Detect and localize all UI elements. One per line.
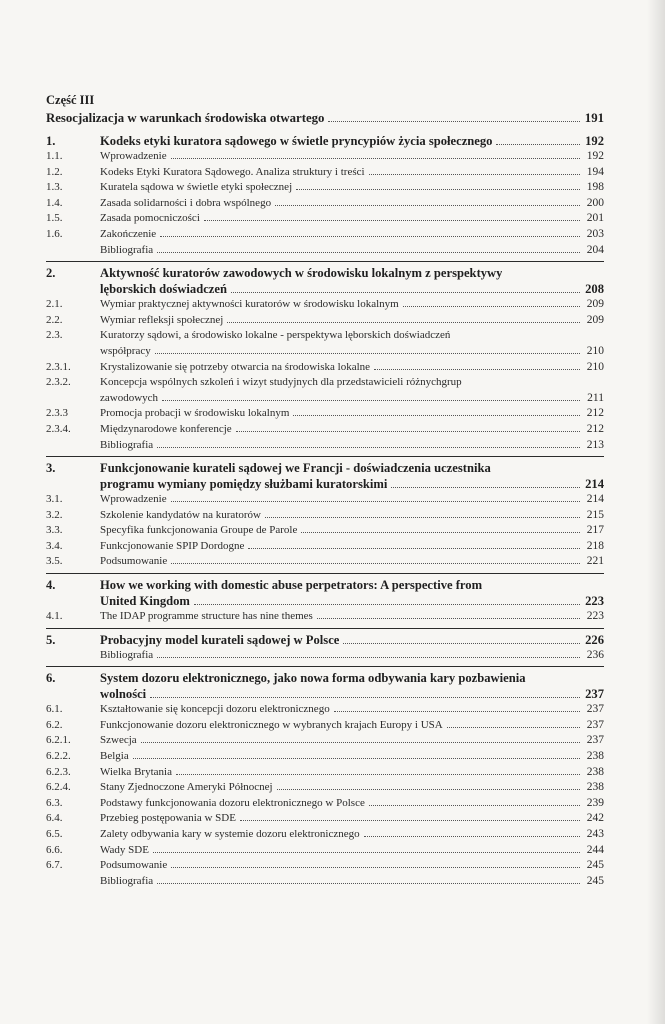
toc-entry (46, 328, 604, 344)
toc-entry (46, 391, 604, 407)
chapter-list (46, 133, 604, 889)
entry-page-number: 209 (586, 313, 604, 326)
entry-title: współpracy (100, 344, 151, 357)
leader-dots (155, 353, 580, 354)
entry-number: 2.3.4. (46, 422, 71, 435)
chapter-title-line (46, 632, 604, 648)
chapter-entry (46, 666, 604, 889)
leader-dots (227, 322, 580, 323)
entry-page-number: 238 (586, 750, 604, 763)
leader-dots (157, 883, 580, 884)
chapter-title-line (46, 670, 604, 686)
entry-number: 6.2.3. (46, 765, 71, 778)
entry-number: 2.3.3 (46, 407, 68, 420)
entry-number: 6.6. (46, 843, 63, 856)
toc-entry (46, 749, 604, 765)
toc-entry (46, 539, 604, 555)
entry-title: Zasada pomocniczości (100, 212, 200, 225)
chapter-title-line (46, 265, 604, 281)
leader-dots (317, 618, 580, 619)
entry-title: Bibliografia (100, 874, 154, 887)
entry-page-number: 201 (586, 212, 604, 225)
entry-title: Bibliografia (100, 438, 154, 451)
entry-number: 1.4. (46, 196, 63, 209)
toc-entry (46, 648, 604, 664)
leader-dots (447, 727, 580, 728)
chapter-title-line (46, 460, 604, 476)
entry-page-number: 245 (586, 874, 604, 887)
entry-number: 6.5. (46, 828, 63, 840)
leader-dots (171, 158, 580, 159)
entry-title: Stany Zjednoczone Ameryki Północnej (100, 781, 273, 794)
leader-dots (334, 711, 580, 712)
toc-entry (46, 796, 604, 812)
entry-title: Podstawy funkcjonowania dozoru elektronicznego w Polsce (100, 796, 365, 809)
entry-title: Kuratela sądowa w świetle etyki społecznej (100, 181, 293, 194)
entry-title: Szwecja (100, 734, 137, 747)
leader-dots (236, 431, 580, 432)
entry-page-number: 204 (586, 243, 604, 256)
section-title (46, 110, 604, 127)
entry-page-number: 215 (586, 508, 604, 521)
toc-entry (46, 297, 604, 313)
entry-title: Wprowadzenie (100, 493, 167, 506)
chapter-title-text: How we working with domestic abuse perpetrators: A perspective from (100, 578, 483, 593)
toc-entry (46, 149, 604, 165)
entry-title: Wymiar refleksji społecznej (100, 313, 224, 326)
leader-dots (296, 189, 580, 190)
toc-entry (46, 874, 604, 890)
chapter-number: 2. (46, 266, 56, 281)
leader-dots (277, 789, 580, 790)
entry-title: Kształtowanie się koncepcji dozoru elektronicznego (100, 703, 330, 716)
entry-number: 1.2. (46, 165, 63, 178)
entry-page-number: 194 (586, 165, 604, 178)
entry-title: Koncepcja wspólnych szkoleń i wizyt studyjnych dla przedstawicieli różnychgrup (100, 376, 462, 389)
leader-dots (240, 820, 580, 821)
leader-dots (194, 604, 580, 605)
entry-title: Belgia (100, 750, 129, 763)
leader-dots (157, 447, 580, 448)
entry-title: Podsumowanie (100, 555, 168, 568)
leader-dots (204, 220, 580, 221)
entry-number: 2.3. (46, 329, 63, 342)
entry-number: 6.7. (46, 859, 63, 872)
chapter-number: 3. (46, 461, 56, 476)
entry-title: Wielka Brytania (100, 765, 172, 778)
entry-number: 1.6. (46, 227, 63, 240)
part-label: Część III (46, 93, 95, 107)
leader-dots (157, 657, 580, 658)
leader-dots (171, 563, 580, 564)
toc-entry (46, 165, 604, 181)
entry-title: Funkcjonowanie dozoru elektronicznego w wybranych krajach Europy i USA (100, 718, 443, 731)
leader-dots (496, 144, 580, 145)
toc-entry (46, 827, 604, 843)
toc-entry (46, 438, 604, 454)
entry-title: Zalety odbywania kary w systemie dozoru elektronicznego (100, 828, 360, 840)
entry-title: Kodeks Etyki Kuratora Sądowego. Analiza struktury i treści (100, 165, 365, 178)
chapter-number: 5. (46, 632, 56, 647)
entry-page-number: 242 (586, 812, 604, 825)
entry-number: 1.3. (46, 181, 63, 194)
chapter-entry (46, 133, 604, 258)
entry-title: zawodowych (100, 391, 159, 404)
leader-dots (374, 369, 580, 370)
page-edge-shadow (647, 0, 665, 1024)
toc-entry (46, 344, 604, 360)
toc-entry (46, 406, 604, 422)
leader-dots (176, 774, 580, 775)
entry-page-number: 221 (586, 555, 604, 568)
chapter-number: 6. (46, 671, 56, 686)
entry-title: Międzynarodowe konferencje (100, 422, 232, 435)
toc-entry (46, 843, 604, 859)
entry-page-number: 210 (586, 344, 604, 357)
leader-dots (153, 852, 580, 853)
entry-title: Podsumowanie (100, 859, 168, 872)
entry-number: 6.2.1. (46, 734, 71, 747)
leader-dots (275, 205, 580, 206)
leader-dots (343, 643, 580, 644)
toc-entry (46, 858, 604, 874)
leader-dots (162, 400, 580, 401)
toc-entry (46, 422, 604, 438)
entry-title: Promocja probacji w środowisku lokalnym (100, 407, 290, 420)
chapter-entry (46, 573, 604, 625)
leader-dots (364, 836, 580, 837)
toc-entry (46, 211, 604, 227)
entry-page-number: 237 (586, 703, 604, 716)
toc-entry (46, 718, 604, 734)
toc-entry (46, 227, 604, 243)
entry-page-number: 236 (586, 648, 604, 661)
entry-number: 6.4. (46, 812, 63, 825)
entry-number: 3.4. (46, 539, 63, 552)
entry-page-number: 238 (586, 765, 604, 778)
toc-entry (46, 313, 604, 329)
leader-dots (301, 532, 580, 533)
chapter-number: 1. (46, 134, 56, 148)
entry-title: The IDAP programme structure has nine themes (100, 610, 313, 623)
chapter-page-number: 192 (585, 134, 604, 148)
entry-number: 6.1. (46, 703, 63, 716)
entry-number: 3.3. (46, 524, 63, 537)
entry-title: Krystalizowanie się potrzeby otwarcia na środowiska lokalne (100, 360, 371, 373)
toc-entry (46, 523, 604, 539)
chapter-title-line (46, 593, 604, 609)
entry-page-number: 223 (586, 610, 604, 623)
entry-page-number: 217 (586, 524, 604, 537)
toc-entry (46, 508, 604, 524)
entry-page-number: 198 (586, 181, 604, 194)
toc-entry (46, 492, 604, 508)
entry-page-number: 237 (586, 734, 604, 747)
entry-title: Przebieg postępowania w SDE (100, 812, 236, 825)
section-page-number: 191 (584, 111, 604, 125)
chapter-page-number: 237 (585, 687, 604, 702)
entry-number: 2.3.1. (46, 360, 71, 373)
chapter-page-number: 226 (585, 632, 604, 647)
chapter-title-text: Probacyjny model kurateli sądowej w Polsce (100, 632, 340, 647)
entry-page-number: 237 (586, 718, 604, 731)
toc-entry (46, 780, 604, 796)
entry-page-number: 214 (586, 493, 604, 506)
entry-title: Szkolenie kandydatów na kuratorów (100, 508, 261, 521)
leader-dots (328, 121, 580, 122)
chapter-title-text: Aktywność kuratorów zawodowych w środowisku lokalnym z perspektywy (100, 266, 503, 281)
toc-entry (46, 733, 604, 749)
entry-title: Kuratorzy sądowi, a środowisko lokalne - perspektywa lęborskich doświadczeń (100, 329, 451, 342)
leader-dots (160, 236, 580, 237)
entry-number: 1.5. (46, 212, 63, 225)
chapter-title-text: programu wymiany pomiędzy służbami kuratorskimi (100, 477, 388, 492)
entry-title: Zasada solidarności i dobra wspólnego (100, 196, 272, 209)
leader-dots (133, 758, 580, 759)
entry-page-number: 213 (586, 438, 604, 451)
chapter-title-line (46, 577, 604, 593)
chapter-title-line (46, 133, 604, 149)
entry-number: 6.2.2. (46, 750, 71, 763)
entry-title: Zakończenie (100, 227, 157, 240)
chapter-title-text: wolności (100, 687, 147, 702)
chapter-entry (46, 456, 604, 570)
entry-number: 2.3.2. (46, 376, 71, 389)
entry-number: 6.2. (46, 718, 63, 731)
entry-page-number: 239 (586, 796, 604, 809)
entry-page-number: 243 (586, 828, 604, 840)
entry-number: 1.1. (46, 150, 63, 162)
entry-number: 6.2.4. (46, 781, 71, 794)
chapter-title-line (46, 686, 604, 702)
entry-title: Bibliografia (100, 243, 154, 256)
leader-dots (141, 742, 580, 743)
entry-number: 3.2. (46, 508, 63, 521)
entry-title: Specyfika funkcjonowania Groupe de Parole (100, 524, 298, 537)
entry-page-number: 203 (586, 227, 604, 240)
entry-title: Bibliografia (100, 648, 154, 661)
entry-number: 3.5. (46, 555, 63, 568)
toc-entry (46, 360, 604, 376)
toc-entry (46, 811, 604, 827)
leader-dots (157, 252, 580, 253)
toc-entry (46, 765, 604, 781)
entry-page-number: 238 (586, 781, 604, 794)
chapter-page-number: 214 (585, 477, 604, 492)
entry-page-number: 200 (586, 196, 604, 209)
section-title-text: Resocjalizacja w warunkach środowiska otwartego (46, 111, 325, 125)
chapter-title-line (46, 281, 604, 297)
toc-entry (46, 375, 604, 391)
toc-entry (46, 196, 604, 212)
chapter-title-text: lęborskich doświadczeń (100, 282, 227, 297)
chapter-title-text: United Kingdom (100, 594, 190, 609)
entry-page-number: 212 (586, 422, 604, 435)
toc-entry (46, 180, 604, 196)
chapter-page-number: 208 (585, 282, 604, 297)
chapter-title-text: Kodeks etyki kuratora sądowego w świetle pryncypiów życia społecznego (100, 134, 493, 148)
chapter-title-text: Funkcjonowanie kurateli sądowej we Francji - doświadczenia uczestnika (100, 461, 491, 476)
entry-page-number: 211 (587, 391, 604, 404)
toc-entry (46, 702, 604, 718)
chapter-title-line (46, 476, 604, 492)
leader-dots (369, 805, 580, 806)
entry-title: Wady SDE (100, 843, 149, 856)
entry-number: 6.3. (46, 796, 63, 809)
leader-dots (369, 174, 580, 175)
chapter-number: 4. (46, 578, 56, 593)
leader-dots (231, 292, 580, 293)
leader-dots (265, 517, 580, 518)
entry-number: 2.1. (46, 298, 63, 311)
chapter-title-text: System dozoru elektronicznego, jako nowa forma odbywania kary pozbawienia (100, 671, 526, 686)
chapter-page-number: 223 (585, 594, 604, 609)
leader-dots (171, 867, 580, 868)
leader-dots (293, 415, 580, 416)
toc-entry (46, 243, 604, 259)
table-of-contents (46, 92, 604, 889)
leader-dots (403, 306, 580, 307)
entry-page-number: 245 (586, 859, 604, 872)
entry-page-number: 192 (586, 150, 604, 162)
leader-dots (171, 501, 580, 502)
leader-dots (150, 697, 580, 698)
leader-dots (248, 548, 580, 549)
entry-title: Funkcjonowanie SPIP Dordogne (100, 539, 245, 552)
entry-page-number: 244 (586, 843, 604, 856)
toc-entry (46, 554, 604, 570)
entry-number: 3.1. (46, 493, 63, 506)
entry-title: Wymiar praktycznej aktywności kuratorów w środowisku lokalnym (100, 298, 399, 311)
toc-entry (46, 609, 604, 625)
entry-page-number: 218 (586, 539, 604, 552)
entry-page-number: 210 (586, 360, 604, 373)
entry-number: 4.1. (46, 610, 63, 623)
entry-page-number: 209 (586, 298, 604, 311)
entry-page-number: 212 (586, 407, 604, 420)
chapter-entry (46, 628, 604, 664)
chapter-entry (46, 261, 604, 453)
entry-number: 2.2. (46, 313, 63, 326)
entry-title: Wprowadzenie (100, 150, 167, 162)
leader-dots (391, 487, 580, 488)
